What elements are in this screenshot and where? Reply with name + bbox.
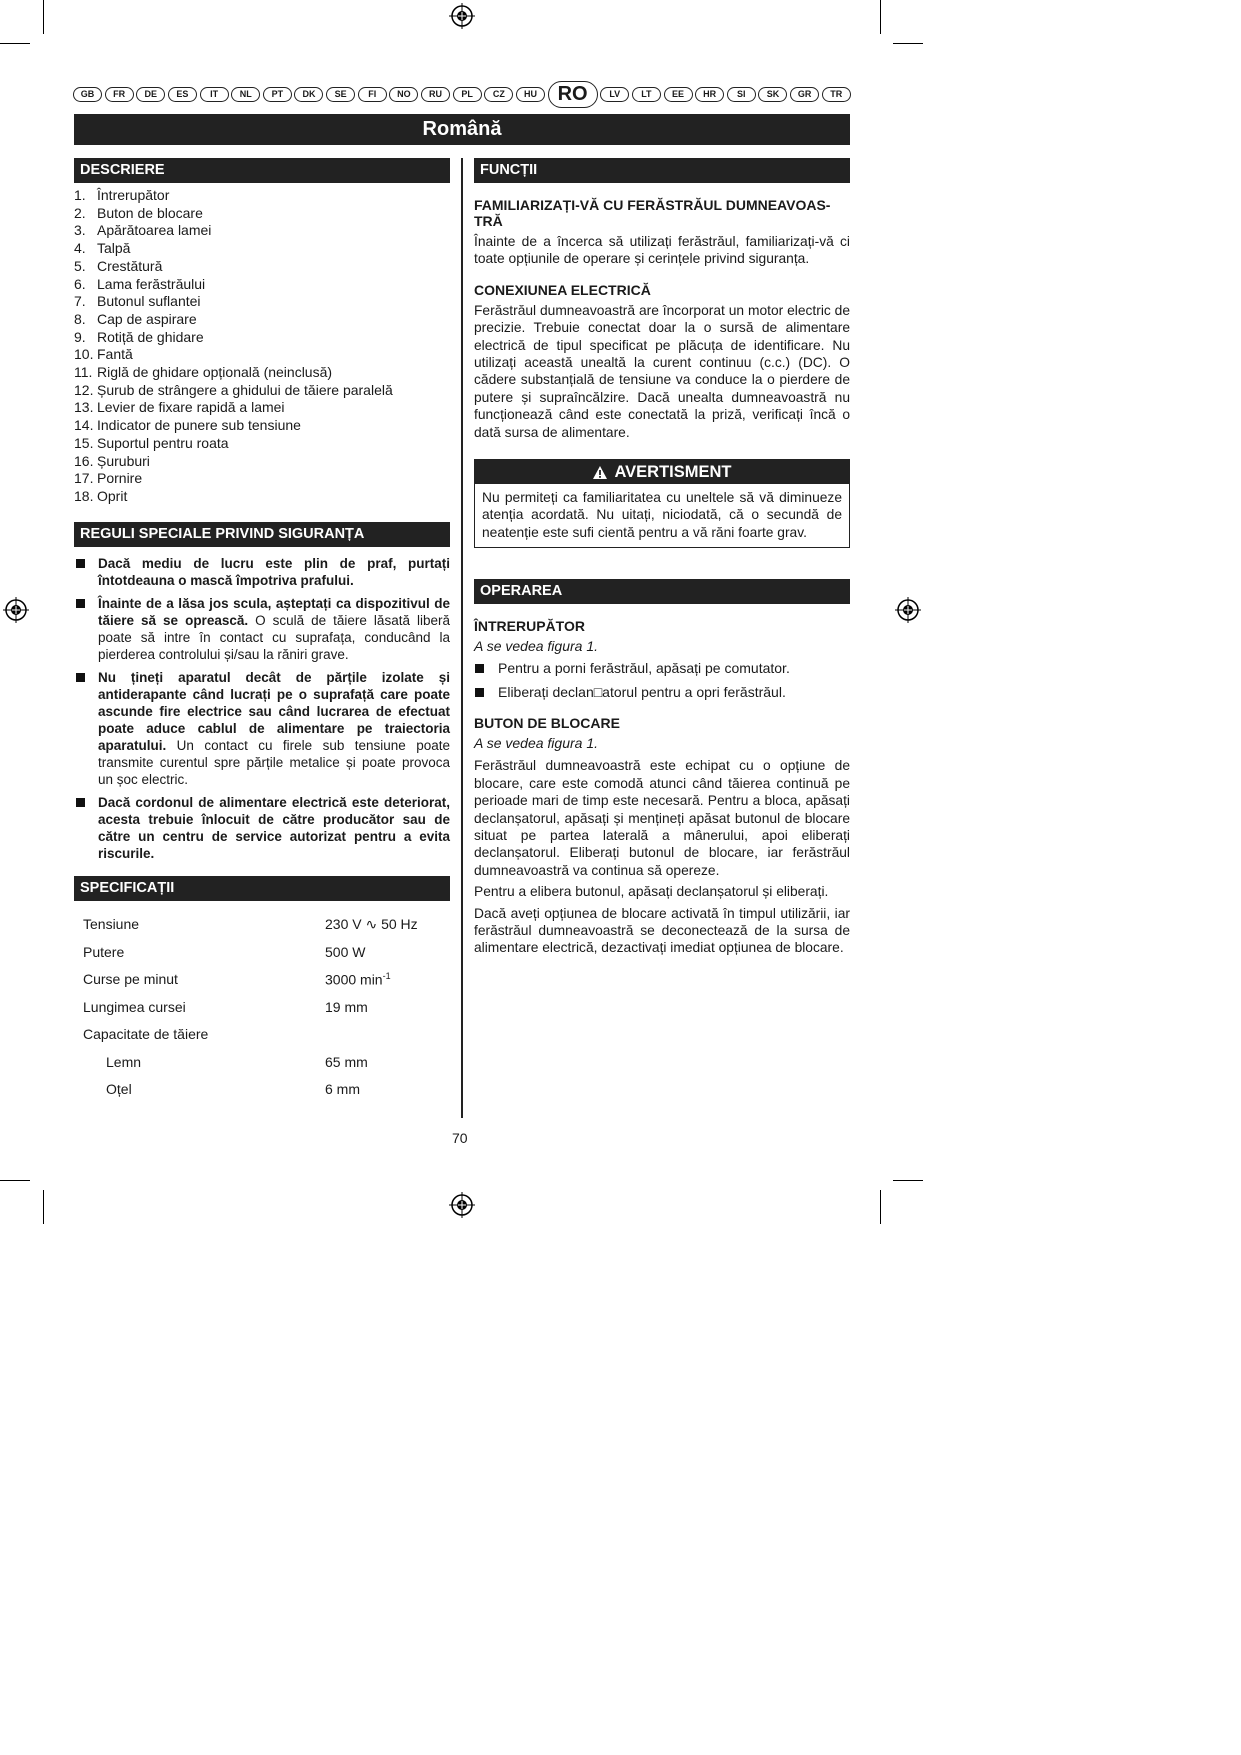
safety-rule (74, 794, 450, 862)
spec-label: Oțel (106, 1081, 132, 1098)
language-badge-fr: FR (105, 87, 134, 102)
item-number: 15. (74, 434, 94, 451)
page-title: Română (74, 114, 850, 145)
list-item (74, 435, 450, 453)
item-number: 13. (74, 399, 94, 416)
language-badge-lt: LT (632, 87, 661, 102)
list-item (74, 311, 450, 329)
spec-row (74, 993, 450, 1021)
bullet-square-icon (76, 599, 85, 608)
item-number: 4. (74, 240, 86, 257)
item-label: Buton de blocare (97, 204, 203, 221)
spec-value: 230 V ∿ 50 Hz (325, 915, 418, 932)
section-heading-reguli: REGULI SPECIALE PRIVIND SIGURANȚA (74, 522, 450, 547)
list-item (74, 276, 450, 294)
safety-rule (74, 555, 450, 589)
item-label: Cap de aspirare (97, 310, 197, 327)
language-badge-tr: TR (822, 87, 851, 102)
crop-mark (893, 43, 923, 44)
safety-rule (74, 595, 450, 663)
specifications-table (74, 911, 450, 1104)
language-badge-cz: CZ (484, 87, 513, 102)
spec-label: Capacitate de tăiere (83, 1026, 209, 1043)
item-label: Lama ferăstrăului (97, 275, 206, 292)
spec-label: Curse pe minut (83, 971, 178, 988)
list-item: Eliberați declan□atorul pentru a opri ferăstrăul. (474, 684, 850, 701)
item-label: Întrerupător (97, 187, 170, 203)
crop-mark (43, 1190, 44, 1224)
spec-row (74, 1048, 450, 1076)
warning-text: Nu permiteți ca familiaritatea cu uneltele să vă diminueze atenția acordată. Nu uitați, niciodată, că o secundă de neatenție este sufi cientă pentru a vă răni foarte grav. (482, 490, 842, 540)
subheading-buton-blocare: BUTON DE BLOCARE (474, 715, 620, 732)
spec-value: 6 mm (325, 1081, 360, 1098)
bullet-square-icon (76, 559, 85, 568)
list-item (74, 293, 450, 311)
spec-value: 3000 $\min^{-1}$ (325, 971, 391, 988)
language-badge-fi: FI (358, 87, 387, 102)
crop-mark (880, 1190, 881, 1224)
paragraph: Ferăstrăul dumneavoastră are încorporat un motor electric de precizie. Trebuie conectat doar la o sursă de alimentare electrică de tipul specificat pe plăcuța de identificare. Nu utilizați această unealtă la curent continuu (c.c.) (DC). O cădere substanțială de tensiune va conduce la o pierdere de putere și supraîncălzire. Dacă unealta dumneavoastră nu funcționează când este conectată la priză, verificați încă o dată sursa de alimentare. (474, 302, 850, 440)
item-label: Crestătură (97, 257, 163, 274)
section-heading-functii: FUNCȚII (474, 158, 850, 183)
subheading-conexiune: CONEXIUNEA ELECTRICĂ (474, 281, 651, 298)
language-badge-no: NO (389, 87, 418, 102)
crop-mark (0, 1180, 30, 1181)
item-number: 7. (74, 293, 86, 310)
list-item (74, 346, 450, 364)
rule-bold-text: Dacă mediu de lucru este plin de praf, purtați întotdeauna o mască împotriva prafului. (98, 555, 450, 588)
list-item (74, 222, 450, 240)
item-number: 16. (74, 452, 94, 469)
item-label: Apărătoarea lamei (97, 222, 212, 239)
list-item (74, 417, 450, 435)
item-number: 2. (74, 204, 86, 221)
spec-unit-exponent: -1 (382, 971, 391, 982)
item-number: 9. (74, 328, 86, 345)
crop-mark (880, 0, 881, 34)
list-item (74, 258, 450, 276)
spec-row (74, 938, 450, 966)
list-item (74, 205, 450, 223)
registration-mark-icon (449, 3, 475, 29)
item-label: Riglă de ghidare opțională (neinclusă) (97, 364, 333, 381)
item-number: 3. (74, 222, 86, 239)
section-heading-operarea: OPERAREA (474, 579, 850, 604)
spec-value: 65 mm (325, 1053, 368, 1070)
figure-reference: A se vedea figura 1. (474, 638, 599, 655)
spec-label: Lungimea cursei (83, 998, 186, 1015)
language-badge-es: ES (168, 87, 197, 102)
list-item (74, 329, 450, 347)
subheading-intrerupator: ÎNTRERUPĂTOR (474, 618, 585, 635)
list-item (74, 382, 450, 400)
spec-row (74, 1021, 450, 1049)
language-badge-gb: GB (73, 87, 102, 102)
rule-bold-text: Înainte de a lăsa jos scula, așteptați ca dispozitivul de tăiere să se oprească. (98, 595, 450, 628)
spec-value: 500 W (325, 943, 366, 960)
paragraph: Înainte de a încerca să utilizați ferăstrăul, familiarizați-vă ci toate opțiunile de operare și cerințele privind siguranța. (474, 234, 850, 267)
language-badge-de: DE (136, 87, 165, 102)
registration-mark-icon (895, 597, 921, 623)
rule-text: O sculă de tăiere lăsată liberă poate să intre în contact cu suprafața, conducând la pierderea controlului și/sau la răniri grave. (98, 612, 450, 662)
list-item (74, 470, 450, 488)
language-badge-ee: EE (664, 87, 693, 102)
parts-list (74, 187, 450, 506)
crop-mark (43, 0, 44, 34)
item-label: Levier de fixare rapidă a lamei (97, 399, 285, 416)
rule-bold-text: Dacă cordonul de alimentare electrică este deteriorat, acesta trebuie înlocuit de către producător sau de către un centru de service autorizat pentru a evita riscurile. (98, 794, 450, 861)
registration-mark-icon (3, 597, 29, 623)
item-number: 14. (74, 417, 94, 434)
list-item (74, 488, 450, 506)
rule-bold-text: Nu țineți aparatul decât de părțile izolate și antiderapante când lucrați pe o suprafață care poate ascunde fire electrice sau când lucrarea de efectuat poate aduce cablul de alimentare pe traiectoria aparatului. (98, 669, 450, 753)
rule-text: Un contact cu firele sub tensiune poate transmite curentul spre părțile metalice și poate provoca un șoc electric. (98, 737, 450, 787)
item-label: Șurub de strângere a ghidului de tăiere paralelă (97, 381, 393, 398)
item-label: Suportul pentru roata (97, 434, 229, 451)
item-number: 17. (74, 470, 94, 487)
language-badge-dk: DK (294, 87, 323, 102)
item-number: 8. (74, 310, 86, 327)
safety-rule (74, 669, 450, 788)
spec-label: Tensiune (83, 916, 140, 933)
figure-reference: A se vedea figura 1. (474, 735, 599, 752)
language-bar (73, 80, 851, 108)
language-badge-lv: LV (600, 87, 629, 102)
spec-label: Lemn (106, 1053, 142, 1070)
item-label: Oprit (97, 487, 128, 504)
item-label: Talpă (97, 240, 131, 257)
item-number: 18. (74, 487, 94, 504)
language-badge-gr: GR (790, 87, 819, 102)
language-badge-ro: RO (548, 81, 598, 108)
list-item: Pentru a porni ferăstrăul, apăsați pe comutator. (474, 660, 850, 677)
bullet-square-icon (475, 688, 484, 697)
warning-title: AVERTISMENT (614, 463, 732, 482)
language-badge-se: SE (326, 87, 355, 102)
right-column (474, 158, 850, 961)
page-number: 70 (452, 1130, 468, 1146)
list-item (74, 364, 450, 382)
list-item (74, 240, 450, 258)
item-number: 1. (74, 187, 86, 203)
safety-rules-list (74, 555, 450, 862)
bullet-square-icon (76, 798, 85, 807)
item-label: Butonul suflantei (97, 293, 201, 310)
crop-mark (893, 1180, 923, 1181)
list-item (74, 453, 450, 471)
list-item (74, 187, 450, 205)
warning-triangle-icon (592, 465, 608, 480)
switch-instructions-list (474, 660, 850, 701)
item-label: Șuruburi (97, 452, 150, 469)
paragraph: Dacă aveți opțiunea de blocare activată în timpul utilizării, iar ferăstrăul dumneavoastră se deconectează de la sursa de alimentare electrică, dezactivați imediat opțiunea de blocare. (474, 905, 850, 956)
item-number: 11. (74, 364, 93, 381)
spec-value: 19 mm (325, 998, 368, 1015)
bullet-square-icon (76, 673, 85, 682)
paragraph: Pentru a elibera butonul, apăsați declanșatorul și eliberați. (474, 884, 829, 900)
bullet-square-icon (475, 664, 484, 673)
spec-row (74, 911, 450, 939)
paragraph: Ferăstrăul dumneavoastră este echipat cu o opțiune de blocare, care este comodă atunci când tăierea continuă pe perioade mari de timp este necesară. Pentru a bloca, apăsați declanșatorul, apăsați și mențineți apăsat butonul de blocare situat pe partea laterală a mânerului, apoi eliberați declanșatorul. Eliberați butonul de blocare, iar ferăstrăul dumneavoastră va continua să opereze. (474, 758, 850, 878)
language-badge-nl: NL (231, 87, 260, 102)
language-badge-pl: PL (453, 87, 482, 102)
item-label: Fantă (97, 346, 133, 363)
registration-mark-icon (449, 1192, 475, 1218)
language-badge-hu: HU (516, 87, 545, 102)
section-heading-specificatii: SPECIFICAȚII (74, 876, 450, 901)
language-badge-pt: PT (263, 87, 292, 102)
language-badge-si: SI (727, 87, 756, 102)
subheading-familiarizati: FAMILIARIZAȚI-VĂ CU FERĂSTRĂUL DUMNEAVOAS-TRĂ (474, 197, 831, 229)
section-heading-descriere: DESCRIERE (74, 158, 450, 183)
language-badge-it: IT (200, 87, 229, 102)
item-number: 6. (74, 275, 86, 292)
language-badge-sk: SK (758, 87, 787, 102)
item-number: 12. (74, 381, 94, 398)
item-number: 5. (74, 257, 86, 274)
language-badge-hr: HR (695, 87, 724, 102)
language-badge-ru: RU (421, 87, 450, 102)
item-label: Indicator de punere sub tensiune (97, 417, 301, 434)
spec-label: Putere (83, 943, 125, 960)
item-number: 10. (74, 346, 94, 363)
crop-mark (0, 43, 30, 44)
item-label: Rotiță de ghidare (97, 328, 204, 345)
spec-row (74, 966, 450, 994)
warning-box (474, 459, 850, 548)
spec-row (74, 1076, 450, 1104)
warning-header (475, 460, 849, 484)
column-divider (461, 158, 463, 1118)
list-item (74, 399, 450, 417)
left-column (74, 158, 450, 1103)
item-label: Pornire (97, 470, 143, 487)
